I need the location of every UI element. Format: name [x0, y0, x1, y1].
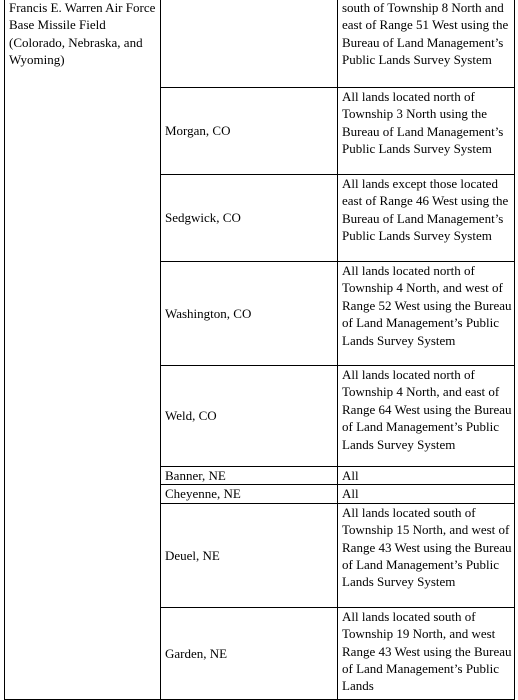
county-cell: Cheyenne, NE: [161, 485, 338, 503]
lands-cell: All lands located north of Township 3 North using the Bureau of Land Management’s Public Lands Survey System: [338, 88, 515, 175]
county-cell: Garden, NE: [161, 607, 338, 699]
lands-cell: All lands located south of Township 19 North, and west Range 43 West using the Bureau of Land Management’s Public Lands: [338, 607, 515, 699]
lands-cell: All: [338, 485, 515, 503]
county-cell: [161, 0, 338, 88]
lands-cell: All lands located south of Township 15 North, and west of Range 43 West using the Bureau of Land Management’s Public Lands Survey System: [338, 503, 515, 607]
lands-cell: All lands located north of Township 4 North, and east of Range 64 West using the Bureau of Land Management’s Public Lands Survey System: [338, 366, 515, 467]
base-name-cell: Francis E. Warren Air Force Base Missile Field (Colorado, Nebraska, and Wyoming): [5, 0, 161, 699]
county-cell: Banner, NE: [161, 467, 338, 485]
lands-cell: All lands located north of Township 4 North, and west of Range 52 West using the Bureau of Land Management’s Public Lands Survey System: [338, 262, 515, 366]
county-cell: Sedgwick, CO: [161, 175, 338, 262]
county-cell: Deuel, NE: [161, 503, 338, 607]
lands-cell: All: [338, 467, 515, 485]
county-cell: Weld, CO: [161, 366, 338, 467]
table-row: [5, 0, 515, 88]
lands-cell: south of Township 8 North and east of Range 51 West using the Bureau of Land Management’s Public Lands Survey System: [338, 0, 515, 88]
county-cell: Washington, CO: [161, 262, 338, 366]
county-lands-table: [4, 0, 515, 700]
county-cell: Morgan, CO: [161, 88, 338, 175]
lands-cell: All lands except those located east of Range 46 West using the Bureau of Land Management’s Public Lands Survey System: [338, 175, 515, 262]
